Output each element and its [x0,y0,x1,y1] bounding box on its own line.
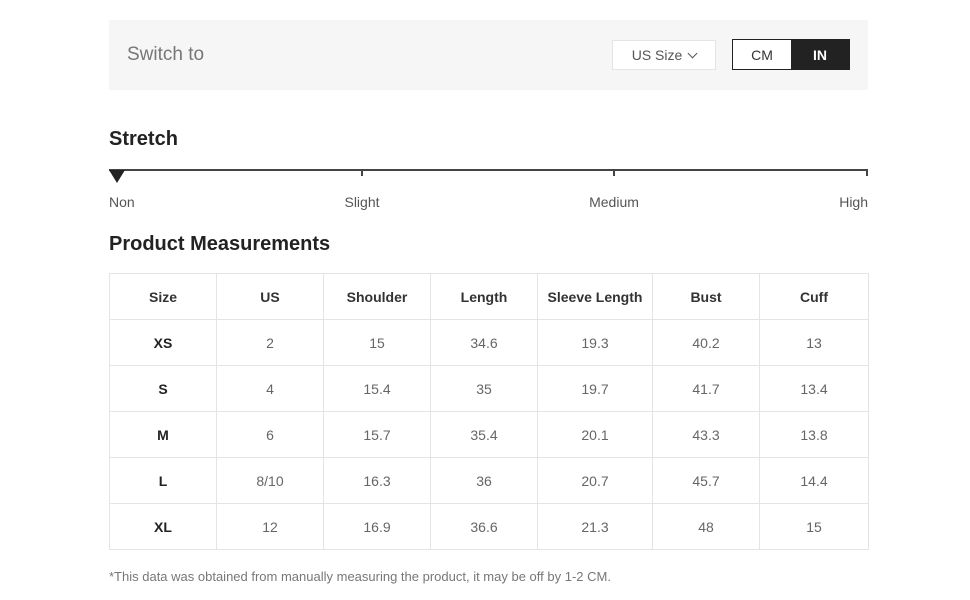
stretch-scale [109,168,868,213]
table-cell: 15 [760,504,869,550]
unit-cm-button[interactable]: CM [733,40,791,69]
product-measurements-title: Product Measurements [109,233,331,255]
table-cell: 15.7 [324,412,431,458]
table-cell: 36.6 [431,504,538,550]
table-header-row [110,274,869,320]
header-cuff: Cuff [760,274,869,320]
table-cell: 15 [324,320,431,366]
table-cell: 41.7 [653,366,760,412]
header-length: Length [431,274,538,320]
stretch-tick-medium [613,169,615,176]
table-cell: 40.2 [653,320,760,366]
unit-in-button[interactable]: IN [791,40,849,69]
table-cell: 45.7 [653,458,760,504]
measurement-disclaimer: *This data was obtained from manually measuring the product, it may be off by 1-2 CM. [109,569,611,584]
table-cell: 8/10 [217,458,324,504]
table-cell: 48 [653,504,760,550]
stretch-scale-line [109,169,868,171]
stretch-tick-slight [361,169,363,176]
unit-switch-bar [109,20,868,90]
header-bust: Bust [653,274,760,320]
size-system-select[interactable] [612,40,716,70]
table-cell: 14.4 [760,458,869,504]
stretch-tick-high [866,169,868,176]
table-cell: 34.6 [431,320,538,366]
header-sleeve-length: Sleeve Length [538,274,653,320]
measurements-table [109,273,869,550]
size-system-value: US Size [631,47,683,63]
table-cell: 13.8 [760,412,869,458]
chevron-down-icon [688,48,698,58]
table-cell: 2 [217,320,324,366]
table-cell: 35 [431,366,538,412]
table-cell: 16.3 [324,458,431,504]
stretch-label-medium: Medium [589,194,639,210]
table-cell: 16.9 [324,504,431,550]
stretch-label-slight: Slight [344,194,380,210]
table-cell: 35.4 [431,412,538,458]
table-row [110,320,869,366]
table-cell: 36 [431,458,538,504]
header-shoulder: Shoulder [324,274,431,320]
table-cell: 20.7 [538,458,653,504]
table-row [110,366,869,412]
header-us: US [217,274,324,320]
table-cell: 4 [217,366,324,412]
size-cell: L [110,458,217,504]
header-size: Size [110,274,217,320]
table-cell: 6 [217,412,324,458]
switch-to-label: Switch to [127,44,205,65]
table-cell: 15.4 [324,366,431,412]
stretch-label-high: High [839,194,868,210]
size-cell: M [110,412,217,458]
table-cell: 12 [217,504,324,550]
size-cell: S [110,366,217,412]
stretch-label-non: Non [109,194,135,210]
triangle-down-icon [109,170,125,183]
table-cell: 13 [760,320,869,366]
table-cell: 13.4 [760,366,869,412]
unit-toggle [732,39,850,70]
stretch-title: Stretch [109,128,178,150]
table-cell: 21.3 [538,504,653,550]
table-row [110,458,869,504]
table-cell: 19.7 [538,366,653,412]
table-row [110,412,869,458]
size-cell: XS [110,320,217,366]
table-cell: 19.3 [538,320,653,366]
table-row [110,504,869,550]
table-cell: 43.3 [653,412,760,458]
table-cell: 20.1 [538,412,653,458]
size-cell: XL [110,504,217,550]
